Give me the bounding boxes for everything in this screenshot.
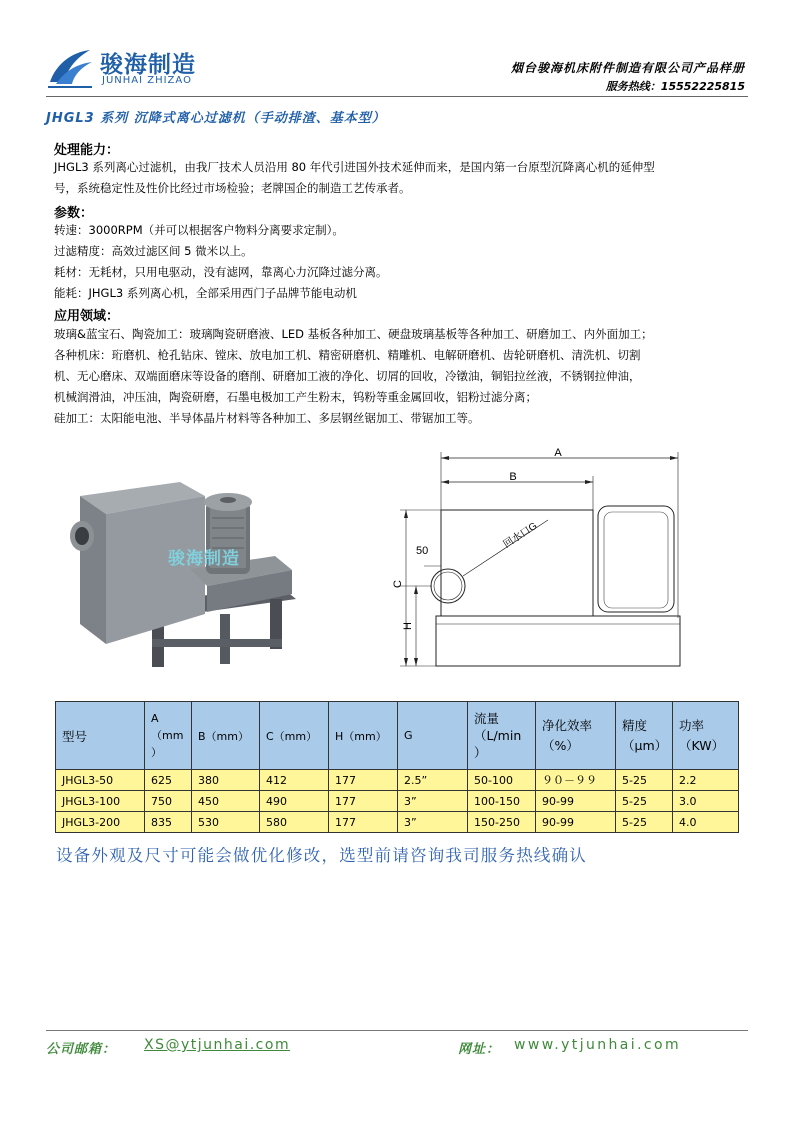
- product-photo: [70, 474, 310, 669]
- footer-website-label: 网址：: [458, 1042, 501, 1057]
- logo-mark-icon: [46, 44, 94, 90]
- footer-email-label: 公司邮箱：: [46, 1042, 117, 1057]
- cell-precision: 5-25: [616, 812, 673, 833]
- dim-label-b: B: [509, 471, 517, 483]
- cell-g: 3”: [398, 812, 468, 833]
- cell-b: 530: [192, 812, 260, 833]
- dim-label-g: 回水口G: [501, 520, 540, 551]
- company-catalog-line: 烟台骏海机床附件制造有限公司产品样册: [510, 61, 745, 75]
- cell-b: 450: [192, 791, 260, 812]
- cell-model: JHGL3-100: [56, 791, 145, 812]
- application-line: 硅加工：太阳能电池、半导体晶片材料等各种加工、多层钢丝锯加工、带锯加工等。: [54, 411, 480, 425]
- cell-h: 177: [329, 812, 398, 833]
- application-line: 机械润滑油，冲压油，陶瓷研磨，石墨电极加工产生粉末，钨粉等重金属回收，铝粉过滤分离；: [54, 390, 537, 404]
- header-efficiency: 净化效率 （%）: [536, 702, 616, 770]
- param-line: 能耗：JHGL3 系列离心机，全部采用西门子品牌节能电动机: [54, 286, 357, 300]
- param-line: 转速：3000RPM（并可以根据客户物料分离要求定制）。: [54, 223, 344, 237]
- cell-c: 580: [260, 812, 329, 833]
- photo-watermark: 骏海制造: [168, 549, 240, 569]
- cell-c: 412: [260, 770, 329, 791]
- cell-model: JHGL3-50: [56, 770, 145, 791]
- logo-chinese-name: 骏海制造: [100, 52, 196, 78]
- cell-efficiency: ９０－９９: [536, 770, 616, 791]
- header-a: A （mm ）: [145, 702, 192, 770]
- cell-precision: 5-25: [616, 791, 673, 812]
- param-line: 耗材：无耗材，只用电驱动，没有滤网，靠离心力沉降过滤分离。: [54, 265, 388, 279]
- cell-efficiency: 90-99: [536, 812, 616, 833]
- footer-website-link[interactable]: www.ytjunhai.com: [514, 1037, 682, 1053]
- logo-english-name: JUNHAI ZHIZAO: [102, 75, 192, 86]
- capability-line: JHGL3 系列离心过滤机，由我厂技术人员沿用 80 年代引进国外技术延伸而来，是国内第一台原型沉降离心机的延伸型: [54, 160, 655, 174]
- cell-a: 750: [145, 791, 192, 812]
- table-header-row: [56, 702, 739, 770]
- header-h: H（mm）: [329, 702, 398, 770]
- footer-divider: [46, 1030, 748, 1031]
- param-line: 过滤精度：高效过滤区间 5 微米以上。: [54, 244, 253, 258]
- params-heading: 参数：: [54, 206, 94, 221]
- capability-line: 号，系统稳定性及性价比经过市场检验；老牌国企的制造工艺传承者。: [54, 181, 411, 195]
- cell-power: 4.0: [673, 812, 739, 833]
- cell-b: 380: [192, 770, 260, 791]
- cell-flow: 50-100: [468, 770, 536, 791]
- header-model: 型号: [56, 702, 145, 770]
- header-b: B（mm）: [192, 702, 260, 770]
- dimension-drawing: [392, 447, 698, 673]
- company-logo: [46, 44, 206, 92]
- cell-efficiency: 90-99: [536, 791, 616, 812]
- cell-g: 3”: [398, 791, 468, 812]
- cell-h: 177: [329, 770, 398, 791]
- header-g: G: [398, 702, 468, 770]
- cell-power: 2.2: [673, 770, 739, 791]
- cell-flow: 100-150: [468, 791, 536, 812]
- dim-label-50: 50: [416, 545, 429, 557]
- dim-label-c: C: [392, 580, 404, 588]
- table-row: [56, 770, 739, 791]
- applications-heading: 应用领域：: [54, 309, 120, 324]
- cell-flow: 150-250: [468, 812, 536, 833]
- cell-c: 490: [260, 791, 329, 812]
- capability-heading: 处理能力：: [54, 143, 120, 158]
- dim-label-h: H: [402, 622, 414, 630]
- header-power: 功率 （KW）: [673, 702, 739, 770]
- cell-power: 3.0: [673, 791, 739, 812]
- disclaimer-note: 设备外观及尺寸可能会做优化修改，选型前请咨询我司服务热线确认: [56, 846, 587, 865]
- application-line: 机、无心磨床、双端面磨床等设备的磨削、研磨加工液的净化、切屑的回收，冷镦油，铜铝拉丝液，不锈钢拉伸油，: [54, 369, 641, 383]
- application-line: 各种机床：珩磨机、枪孔钻床、镗床、放电加工机、精密研磨机、精雕机、电解研磨机、齿轮研磨机、清洗机、切割: [54, 348, 641, 362]
- footer-email-link[interactable]: XS@ytjunhai.com: [144, 1037, 291, 1053]
- cell-g: 2.5”: [398, 770, 468, 791]
- cell-a: 835: [145, 812, 192, 833]
- product-title: JHGL3 系列 沉降式离心过滤机（手动排渣、基本型）: [46, 111, 386, 126]
- table-row: [56, 791, 739, 812]
- header-flow: 流量 （L/min ）: [468, 702, 536, 770]
- application-line: 玻璃&蓝宝石、陶瓷加工：玻璃陶瓷研磨液、LED 基板各种加工、硬盘玻璃基板等各种加工、研磨加工、内外面加工；: [54, 327, 653, 341]
- table-row: [56, 812, 739, 833]
- header-c: C（mm）: [260, 702, 329, 770]
- cell-h: 177: [329, 791, 398, 812]
- cell-precision: 5-25: [616, 770, 673, 791]
- header-divider: [46, 96, 748, 97]
- dim-label-a: A: [554, 447, 562, 459]
- header-precision: 精度 （μm）: [616, 702, 673, 770]
- cell-a: 625: [145, 770, 192, 791]
- spec-table: [55, 701, 739, 833]
- cell-model: JHGL3-200: [56, 812, 145, 833]
- service-hotline: 服务热线：15552225815: [605, 80, 745, 93]
